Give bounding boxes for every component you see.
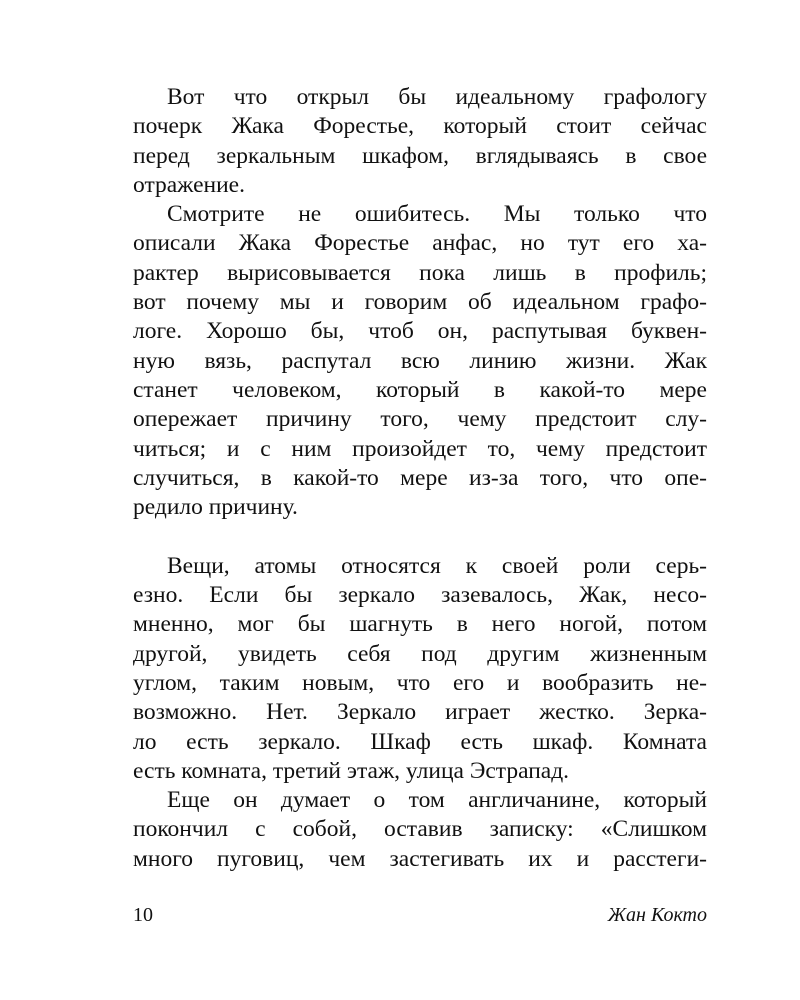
text-line: возможно. Нет. Зеркало играет жестко. Зерка- — [133, 699, 707, 726]
section-break — [133, 522, 707, 551]
body-text — [133, 83, 707, 874]
text-line: описали Жака Форестье анфас, но тут его ха- — [133, 230, 707, 257]
text-line: углом, таким новым, что его и вообразить не- — [133, 669, 707, 696]
paragraph — [133, 786, 707, 874]
page-number: 10 — [133, 904, 153, 926]
paragraph — [133, 200, 707, 522]
running-head-author: Жан Кокто — [607, 904, 707, 926]
text-line: другой, увидеть себя под другим жизненным — [133, 640, 707, 667]
text-line: ло есть зеркало. Шкаф есть шкаф. Комната — [133, 728, 707, 755]
text-line: редило причину. — [133, 494, 298, 521]
paragraph — [133, 83, 707, 200]
paragraph — [133, 552, 707, 786]
text-line: опережает причину того, чему предстоит слу- — [133, 406, 707, 433]
text-line: покончил с собой, оставив записку: «Слишком — [133, 816, 707, 843]
text-line: почерк Жака Форестье, который стоит сейчас — [133, 113, 707, 140]
text-line: ную вязь, распутал всю линию жизни. Жак — [133, 347, 707, 374]
text-line: станет человеком, который в какой-то мере — [133, 376, 707, 403]
text-line: рактер вырисовывается пока лишь в профиль; — [133, 259, 707, 286]
text-line: отражение. — [133, 171, 245, 198]
text-line: Вещи, атомы относятся к своей роли серь- — [167, 552, 707, 579]
text-line: вот почему мы и говорим об идеальном графо- — [133, 289, 707, 316]
text-line: перед зеркальным шкафом, вглядываясь в свое — [133, 142, 707, 169]
text-line: есть комната, третий этаж, улица Эстрапад. — [133, 757, 570, 784]
text-line: мненно, мог бы шагнуть в него ногой, потом — [133, 611, 707, 638]
text-line: много пуговиц, чем застегивать их и расстеги- — [133, 845, 707, 872]
text-line: логе. Хорошо бы, чтоб он, распутывая буквен- — [133, 318, 707, 345]
text-line: Смотрите не ошибитесь. Мы только что — [167, 201, 707, 228]
text-line: случиться, в какой-то мере из-за того, что опе- — [133, 464, 707, 491]
text-line: читься; и с ним произойдет то, чему предстоит — [133, 435, 707, 462]
text-line: Еще он думает о том англичанине, который — [167, 787, 707, 814]
text-line: езно. Если бы зеркало зазевалось, Жак, несо- — [133, 582, 707, 609]
text-line: Вот что открыл бы идеальному графологу — [167, 84, 707, 110]
